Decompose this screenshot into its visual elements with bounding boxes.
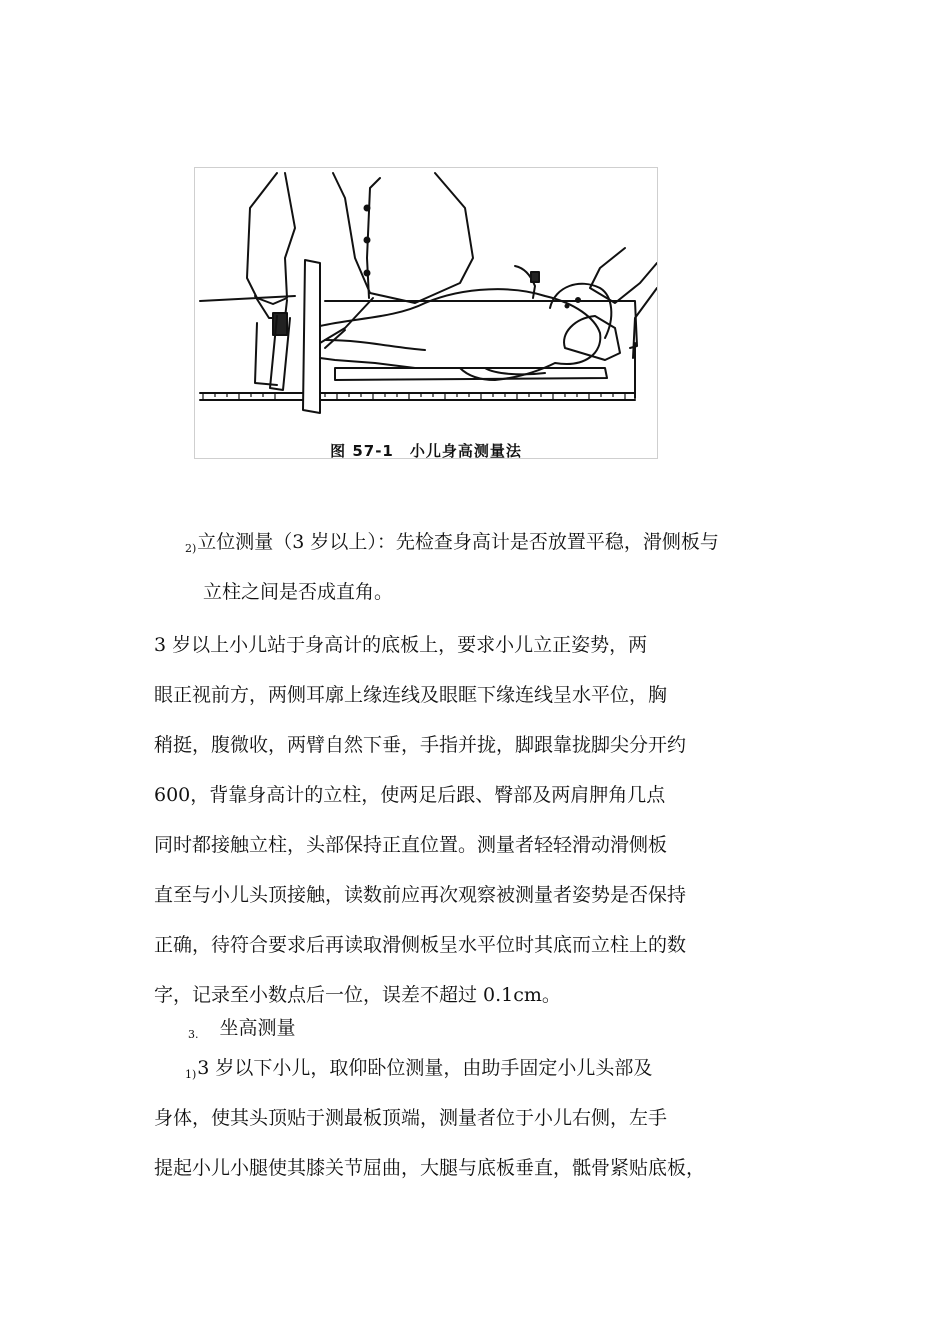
sub-1-line: 提起小儿小腿使其膝关节屈曲，大腿与底板垂直，骶骨紧贴底板， — [154, 1157, 706, 1179]
sub-1-heading — [185, 1056, 652, 1087]
figure — [194, 167, 658, 459]
sub-1-line-1: 3 岁以下小儿，取仰卧位测量，由助手固定小儿头部及 — [197, 1057, 653, 1079]
paragraph-line: 直至与小儿头顶接触，读数前应再次观察被测量者姿势是否保持 — [154, 884, 687, 906]
paragraph-line: 眼正视前方，两侧耳廓上缘连线及眼眶下缘连线呈水平位，胸 — [154, 684, 668, 706]
paragraph-line: 600，背靠身高计的立柱，使两足后跟、臀部及两肩胛角几点 — [154, 784, 666, 806]
sub-1-line: 身体，使其头顶贴于测最板顶端，测量者位于小儿右侧，左手 — [154, 1107, 668, 1129]
section-2-marker: 2) — [185, 542, 197, 555]
section-2-heading — [185, 530, 719, 561]
section-3-heading — [188, 1016, 296, 1047]
paragraph-line: 同时都接触立柱，头部保持正直位置。测量者轻轻滑动滑侧板 — [154, 834, 668, 856]
section-2-line-2: 立柱之间是否成直角。 — [203, 581, 394, 603]
measurement-illustration — [195, 168, 657, 438]
figure-caption: 图 57-1 小儿身高测量法 — [330, 442, 522, 460]
ruler-ticks — [203, 393, 625, 400]
section-3-title: 坐高测量 — [219, 1017, 296, 1039]
section-3-marker: 3. — [188, 1028, 199, 1041]
sub-1-marker: 1) — [185, 1068, 197, 1081]
paragraph-line: 稍挺，腹微收，两臂自然下垂，手指并拢，脚跟靠拢脚尖分开约 — [154, 734, 687, 756]
paragraph-line: 3 岁以上小儿站于身高计的底板上，要求小儿立正姿势，两 — [154, 634, 648, 656]
paragraph-line: 正确，待符合要求后再读取滑侧板呈水平位时其底而立柱上的数 — [154, 934, 687, 956]
section-2-line-1: 立位测量（3 岁以上）：先检查身高计是否放置平稳，滑侧板与 — [197, 531, 719, 553]
paragraph-line: 字，记录至小数点后一位，误差不超过 0.1cm。 — [154, 984, 561, 1006]
